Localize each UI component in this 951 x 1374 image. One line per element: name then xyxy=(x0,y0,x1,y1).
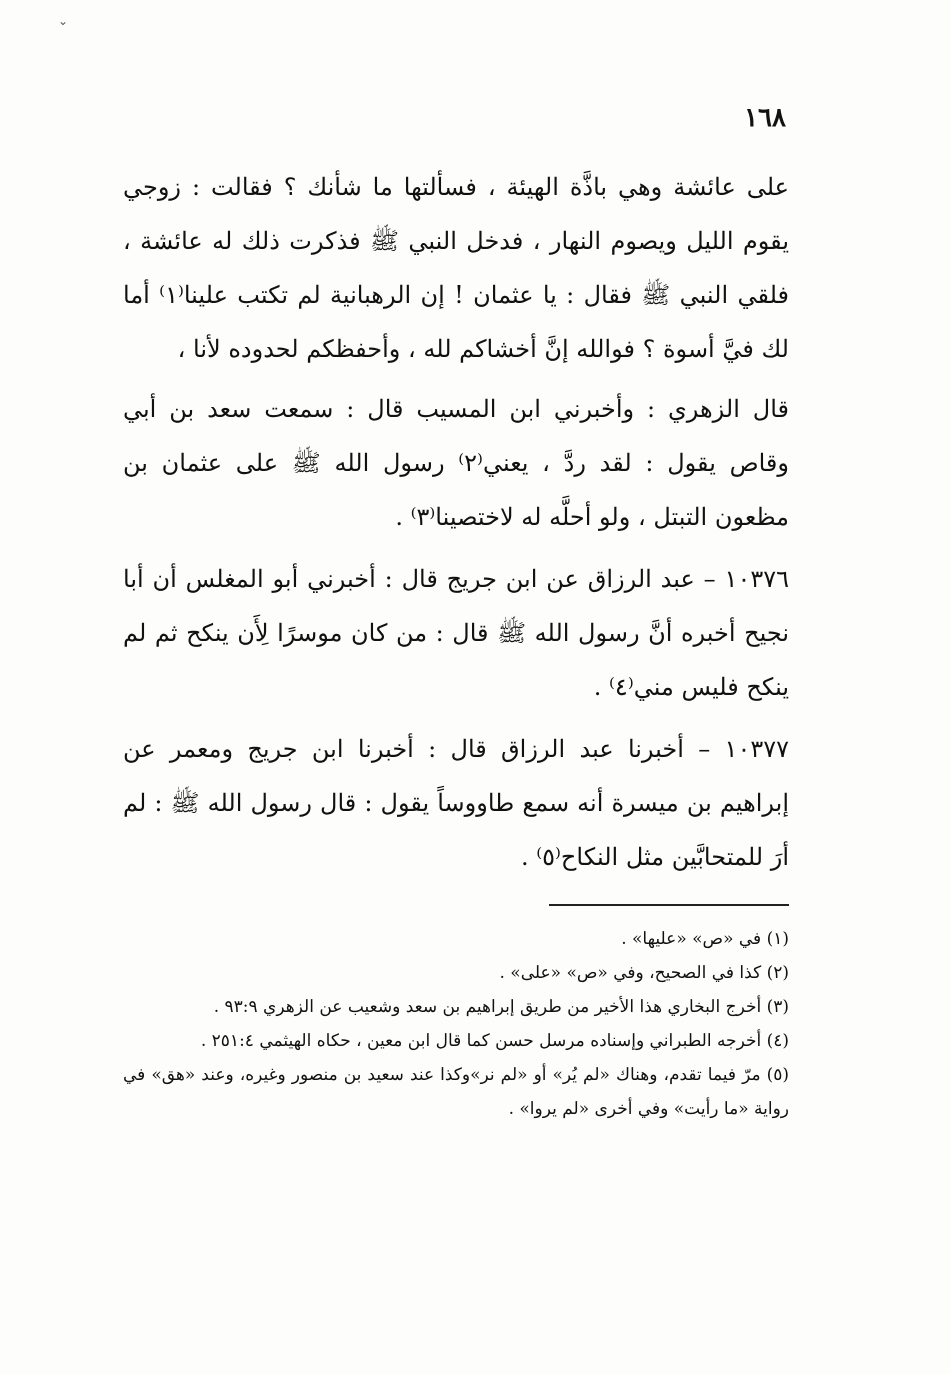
page-number: ١٦٨ xyxy=(744,103,786,133)
footnote-1: (١) في «ص» «عليها» . xyxy=(621,929,789,949)
footnote-5: (٥) مرّ فيما تقدم، وهناك «لم يُر» أو «لم نر»وكذا عند سعيد بن منصور وغيره، وعند «هق» في رواية «ما رأيت» وفي أخرى «لم يروا» . xyxy=(123,1065,789,1119)
footnote-4: (٤) أخرجه الطبراني وإسناده مرسل حسن كما قال ابن معين ، حكاه الهيثمي ٢٥١:٤ . xyxy=(200,1031,789,1051)
corner-mark: ⌄ xyxy=(58,14,69,28)
paragraph-3: ١٠٣٧٦ – عبد الرزاق عن ابن جريج قال : أخبرني أبو المغلس أن أبا نجيح أخبره أنَّ رسول الله ﷺ قال : من كان موسرًا لِأَن ينكح ثم لم ينكح فليس مني⁽٤⁾ . xyxy=(123,565,789,701)
footnotes xyxy=(123,922,789,1126)
paragraph-4: ١٠٣٧٧ – أخبرنا عبد الرزاق قال : أخبرنا ابن جريج ومعمر عن إبراهيم بن ميسرة أنه سمع طاووساً يقول : قال رسول الله ﷺ : لم أرَ للمتحابَّين مثل النكاح⁽٥⁾ . xyxy=(123,735,789,871)
footnote-2: (٢) كذا في الصحيح، وفي «ص» «على» . xyxy=(499,963,789,983)
footnote-divider xyxy=(549,904,789,906)
footnote-3: (٣) أخرج البخاري هذا الأخير من طريق إبراهيم بن سعد وشعيب عن الزهري ٩٣:٩ . xyxy=(213,997,789,1017)
paragraph-1: على عائشة وهي باذَّة الهيئة ، فسألتها ما شأنك ؟ فقالت : زوجي يقوم الليل ويصوم النهار ، فدخل النبي ﷺ فذكرت ذلك له عائشة ، فلقي النبي ﷺ فقال : يا عثمان ! إن الرهبانية لم تكتب علينا⁽١⁾ أما لك فيَّ أسوة ؟ فوالله إنَّ أخشاكم لله ، وأحفظكم لحدوده لأنا ، xyxy=(123,173,790,363)
paragraph-2: قال الزهري : وأخبرني ابن المسيب قال : سمعت سعد بن أبي وقاص يقول : لقد ردَّ ، يعني⁽٢⁾ رسول الله ﷺ على عثمان بن مظعون التبتل ، ولو أحلَّه له لاختصينا⁽٣⁾ . xyxy=(123,395,789,531)
